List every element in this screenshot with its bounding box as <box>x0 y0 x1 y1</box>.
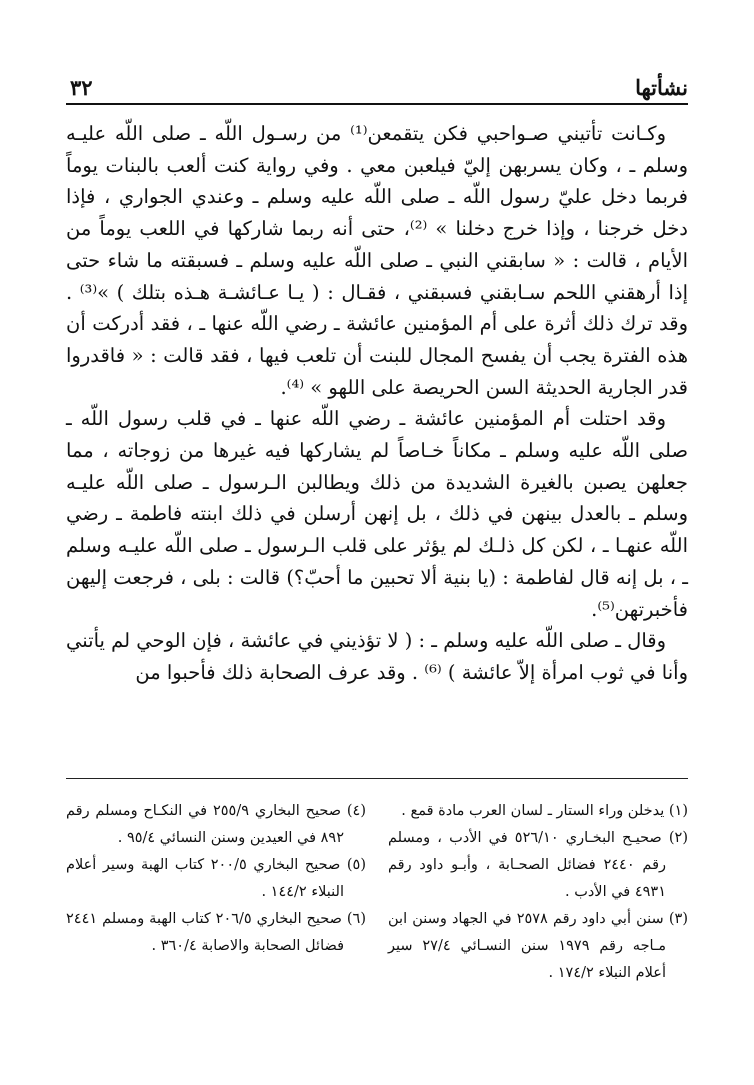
footnote: (٢) صحيـح البخـاري ٥٢٦/١٠ في الأدب ، ومسلم رقم ٢٤٤٠ فضائل الصحـابة ، وأبـو داود رقم ٤٩٣١ في الأدب . <box>388 830 689 900</box>
footnotes-right-column <box>388 798 688 987</box>
running-title: نشأتها <box>635 75 688 100</box>
footnote: (٦) صحيح البخاري ٢٠٦/٥ كتاب الهبة ومسلم ٢٤٤١ فضائل الصحابة والاصابة ٣٦٠/٤ . <box>66 911 367 954</box>
main-text <box>66 118 688 689</box>
footnote: (٤) صحيح البخاري ٢٥٥/٩ في النكـاح ومسلم رقم ٨٩٢ في العيدين وسنن النسائي ٩٥/٤ . <box>66 803 366 846</box>
paragraph: وقال ـ صلى اللّه عليه وسلم ـ : ( لا تؤذيني في عائشة ، فإن الوحي لم يأتني وأنا في ثوب امرأة إلاّ عائشة ) ⁽⁶⁾ . وقد عرف الصحابة ذلك فأحبوا من <box>66 629 688 684</box>
page-header <box>70 66 688 100</box>
paragraph: وكـانت تأتيني صـواحبي فكن يتقمعن⁽¹⁾ من رسـول اللّه ـ صلى اللّه عليـه وسلم ـ ، وكان يسربهن إليّ فيلعبن معي . وفي رواية كنت ألعب بالبنات يوماً فربما دخل عليّ رسول اللّه ـ صلى اللّه عليه وسلم ـ وعندي الجواري ، فإذا دخل خرجنا ، وإذا خرج دخلنا » ⁽²⁾، حتى أنه ربما شاركها في اللعب يوماً من الأيام ، قالت : « سابقني النبي ـ صلى اللّه عليه وسلم ـ فسبقته ما شاء حتى إذا أرهقني اللحم سـابقني فسبقني ، فقـال : ( يـا عـائشـة هـذه بتلك ) »⁽³⁾ . وقد ترك ذلك أثرة على أم المؤمنين عائشة ـ رضي اللّه عنها ـ ، فقد أدركت أن هذه الفترة يجب أن يفسح المجال للبنت أن تلعب فيها ، فقد قالت : « فاقدروا قدر الجارية الحديثة السن الحريصة على اللهو » ⁽⁴⁾. <box>66 122 689 399</box>
paragraph: وقد احتلت أم المؤمنين عائشة ـ رضي اللّه عنها ـ في قلب رسول اللّه ـ صلى اللّه عليه وسلم ـ مكاناً خـاصاً لم يشاركها فيه غيرها من زوجاته ، مما جعلهن يصبن بالغيرة الشديدة من ذلك ويطالبن الـرسول ـ صلى اللّه عليـه وسلم ـ بالعدل بينهن في ذلك ، بل إنهن أرسلن في ذلك ابنته فاطمة ـ رضي اللّه عنهـا ـ ، لكن كل ذلـك لم يؤثر على قلب الـرسول ـ صلى اللّه عليـه وسلم ـ ، بل إنه قال لفاطمة : (يا بنية ألا تحبين ما أحبّ؟) قالت : بلى ، فرجعت إليهن فأخبرتهن⁽⁵⁾. <box>66 407 688 621</box>
footnotes <box>66 798 688 987</box>
header-rule <box>66 103 688 105</box>
footnote-rule <box>66 778 688 779</box>
footnote: (٥) صحيح البخاري ٢٠٠/٥ كتاب الهبة وسير أعلام النبلاء ١٤٤/٢ . <box>66 857 366 900</box>
page-number: ٣٢ <box>70 75 93 100</box>
footnote: (٣) سنن أبي داود رقم ٢٥٧٨ في الجهاد وسنن ابن مـاجه رقم ١٩٧٩ سنن النسـائي ٢٧/٤ سير أعلام النبلاء ١٧٤/٢ . <box>388 911 688 981</box>
footnotes-left-column <box>66 798 366 987</box>
footnote: (١) يدخلن وراء الستار ـ لسان العرب مادة قمع . <box>401 803 688 819</box>
